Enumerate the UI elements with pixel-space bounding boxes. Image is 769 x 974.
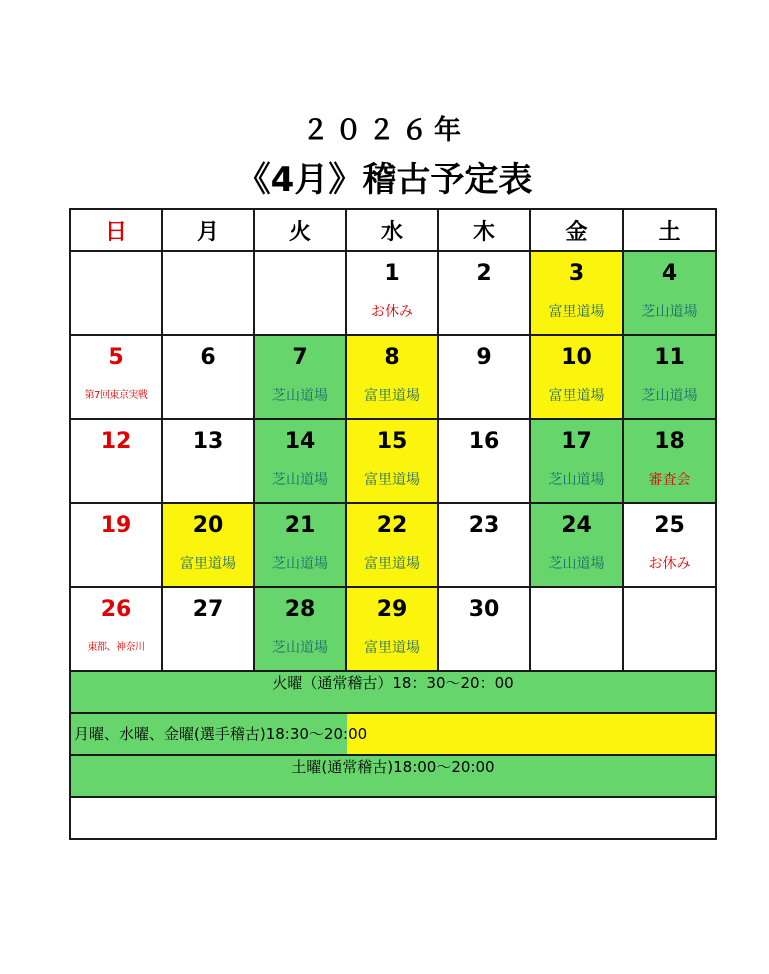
calendar-day-cell [346, 503, 438, 587]
calendar-day-cell [623, 251, 716, 335]
calendar-week-row [70, 251, 716, 335]
legend-weekday-yellow [347, 714, 715, 754]
day-number: 17 [561, 429, 592, 454]
day-number: 19 [100, 513, 132, 538]
day-note: 富里道場 [548, 388, 605, 404]
day-note: 芝山道場 [548, 472, 605, 488]
day-note: 芝山道場 [272, 556, 328, 572]
day-number: 28 [284, 597, 316, 622]
weekday-friday: 金 [530, 209, 623, 251]
day-number: 14 [284, 429, 316, 454]
calendar-day-cell [346, 335, 438, 419]
calendar-day-cell [438, 503, 530, 587]
legend-tuesday: 火曜（通常稽古）18：30～20：00 [70, 671, 716, 713]
calendar-day-cell [530, 587, 623, 671]
day-number: 25 [654, 513, 685, 538]
weekday-thursday: 木 [438, 209, 530, 251]
day-number: 11 [654, 345, 685, 370]
day-number [624, 597, 715, 623]
day-number: 20 [192, 513, 224, 538]
calendar-day-cell [162, 335, 254, 419]
day-note: 芝山道場 [548, 556, 605, 572]
day-note: 富里道場 [180, 556, 236, 572]
day-number: 13 [192, 429, 224, 454]
day-note: 審査会 [648, 472, 691, 488]
weekday-monday: 月 [162, 209, 254, 251]
day-number [163, 261, 253, 287]
legend-weekday-row [70, 713, 716, 755]
day-note: お休み [648, 556, 691, 572]
day-number: 7 [292, 345, 308, 370]
day-number: 24 [561, 513, 592, 538]
day-number: 2 [476, 261, 492, 286]
legend-weekday: 月曜、水曜、金曜(選手稽古)18:30～20:00 [74, 725, 368, 743]
calendar-day-cell [254, 419, 346, 503]
calendar-day-cell [346, 587, 438, 671]
calendar-day-cell [438, 587, 530, 671]
day-note: 第7回東京実戦 [84, 390, 148, 401]
calendar-day-cell [530, 419, 623, 503]
calendar-day-cell [623, 419, 716, 503]
calendar-day-cell [623, 503, 716, 587]
day-note: 芝山道場 [272, 388, 328, 404]
year-heading: ２０２６年 [302, 115, 467, 146]
day-number: 29 [376, 597, 408, 622]
day-number: 26 [100, 597, 132, 622]
calendar-day-cell [438, 251, 530, 335]
calendar-day-cell [70, 587, 162, 671]
day-number: 12 [100, 429, 132, 454]
day-number: 27 [192, 597, 224, 622]
day-number: 9 [476, 345, 492, 370]
calendar-day-cell [623, 335, 716, 419]
day-note: 富里道場 [364, 472, 420, 488]
day-number [71, 261, 161, 287]
calendar-day-cell [530, 335, 623, 419]
calendar-day-cell [346, 251, 438, 335]
calendar-week-row [70, 587, 716, 671]
day-number: 30 [468, 597, 500, 622]
day-note: 芝山道場 [272, 472, 328, 488]
calendar-day-cell [623, 587, 716, 671]
day-note: 芝山道場 [641, 388, 698, 404]
day-note: 富里道場 [364, 556, 420, 572]
day-number [531, 597, 622, 623]
day-note: 東都、神奈川 [87, 642, 145, 653]
page-title: 《4月》稽古予定表 [236, 160, 533, 200]
calendar-day-cell [70, 335, 162, 419]
calendar-week-row [70, 335, 716, 419]
day-note: 芝山道場 [272, 640, 328, 656]
calendar-day-cell [162, 587, 254, 671]
practice-calendar [69, 208, 717, 840]
day-note: 富里道場 [364, 388, 420, 404]
calendar-week-row [70, 503, 716, 587]
weekday-wednesday: 水 [346, 209, 438, 251]
calendar-day-cell [70, 503, 162, 587]
weekday-header-row [70, 209, 716, 251]
day-note: 芝山道場 [641, 304, 698, 320]
calendar-day-cell [438, 419, 530, 503]
day-number: 4 [661, 261, 678, 286]
calendar-day-cell [438, 335, 530, 419]
legend-blank-row [70, 797, 716, 839]
day-number: 1 [384, 261, 400, 286]
calendar-day-cell [254, 251, 346, 335]
day-number: 8 [384, 345, 400, 370]
calendar-day-cell [162, 419, 254, 503]
calendar-day-cell [70, 251, 162, 335]
calendar-week-row [70, 419, 716, 503]
legend-saturday: 土曜(通常稽古)18:00～20:00 [70, 755, 716, 797]
day-number: 3 [568, 261, 585, 286]
day-number: 6 [200, 345, 216, 370]
day-number: 18 [654, 429, 685, 454]
day-note: お休み [371, 304, 413, 320]
day-number: 15 [376, 429, 408, 454]
day-number: 22 [376, 513, 408, 538]
weekday-tuesday: 火 [254, 209, 346, 251]
day-number: 21 [284, 513, 316, 538]
calendar-day-cell [530, 503, 623, 587]
calendar-day-cell [162, 503, 254, 587]
calendar-day-cell [254, 335, 346, 419]
calendar-day-cell [346, 419, 438, 503]
day-number: 5 [108, 345, 124, 370]
calendar-day-cell [162, 251, 254, 335]
weekday-saturday: 土 [623, 209, 716, 251]
day-note: 富里道場 [548, 304, 605, 320]
day-note: 富里道場 [364, 640, 420, 656]
calendar-day-cell [70, 419, 162, 503]
calendar-day-cell [254, 503, 346, 587]
day-number: 23 [468, 513, 500, 538]
day-number [255, 261, 345, 287]
day-number: 16 [468, 429, 500, 454]
weekday-sunday: 日 [70, 209, 162, 251]
day-number: 10 [561, 345, 592, 370]
calendar-day-cell [530, 251, 623, 335]
calendar-day-cell [254, 587, 346, 671]
